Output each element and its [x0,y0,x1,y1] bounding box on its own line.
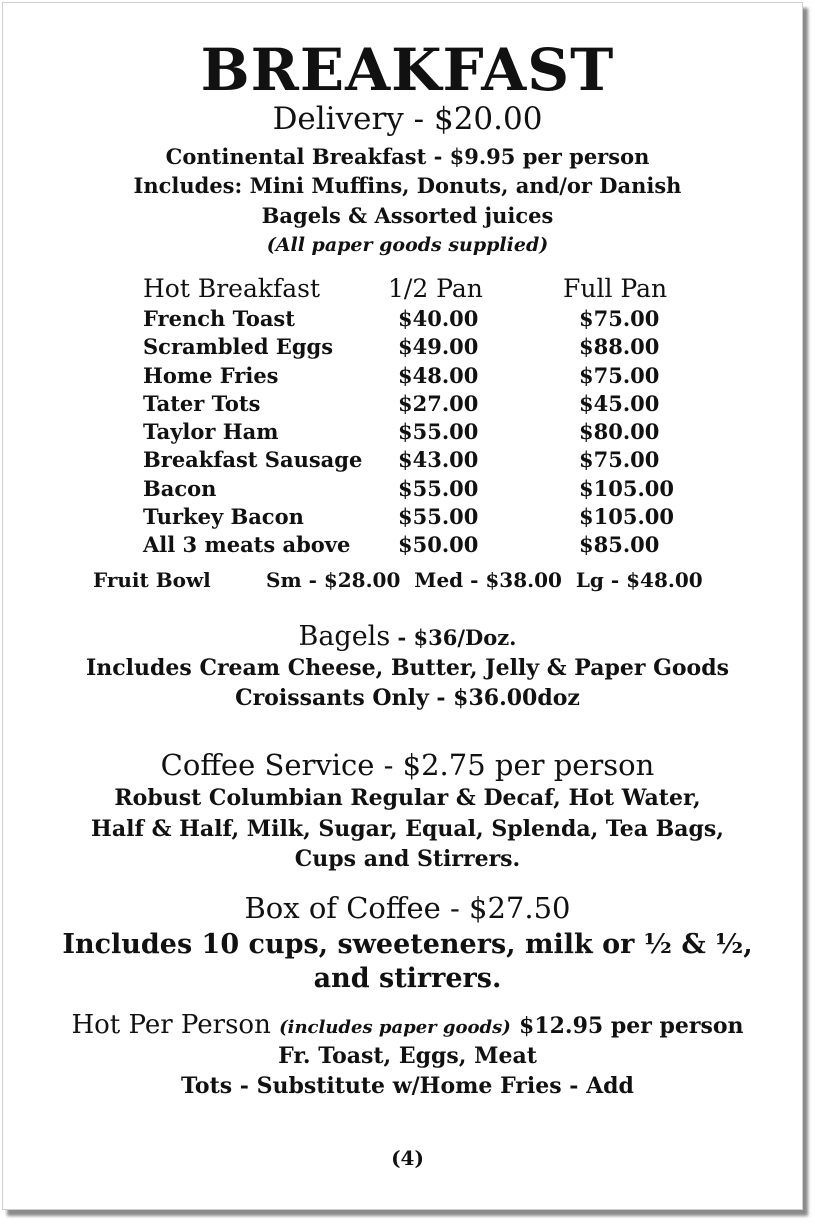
table-row [143,476,703,504]
table-row [143,391,703,419]
full-pan-price: $105.00 [579,504,674,530]
table-row [143,306,703,334]
table-row [143,532,703,560]
fruit-bowl-sizes: Sm - $28.00 Med - $38.00 Lg - $48.00 [266,568,703,592]
half-pan-price: $55.00 [398,419,479,445]
item-name: Tater Tots [143,390,261,416]
menu-title: BREAKFAST [200,36,615,104]
box-coffee-line-2: and stirrers. [313,963,502,994]
coffee-service-line-1: Robust Columbian Regular & Decaf, Hot Water, [114,785,701,811]
hot-per-person-line-2: Tots - Substitute w/Home Fries - Add [181,1073,634,1099]
half-pan-price: $49.00 [398,334,479,360]
half-pan-price: $48.00 [398,362,479,388]
header-full-pan: Full Pan [563,274,668,303]
full-pan-price: $80.00 [579,419,660,445]
item-name: Taylor Ham [143,419,279,445]
table-row [143,447,703,475]
delivery-fee: Delivery - $20.00 [272,101,543,137]
bagels-title: Bagels [298,621,391,652]
box-coffee-line-1: Includes 10 cups, sweeteners, milk or ½ & ½, [62,929,753,960]
half-pan-price: $27.00 [398,390,479,416]
full-pan-price: $75.00 [579,306,660,331]
bagels-price: - $36/Doz. [390,625,517,650]
item-name: Turkey Bacon [143,504,304,530]
page-number: (4) [391,1146,424,1170]
full-pan-price: $88.00 [579,334,660,360]
item-name: All 3 meats above [143,532,351,558]
header-half-pan: 1/2 Pan [388,274,483,303]
hot-per-person-heading [0,1008,815,1045]
table-row [143,504,703,532]
table-row [143,363,703,391]
hot-breakfast-table [143,274,703,561]
continental-line-3: Bagels & Assorted juices [261,203,554,228]
half-pan-price: $55.00 [398,504,479,530]
half-pan-price: $55.00 [398,475,479,501]
table-row [143,419,703,447]
coffee-service-line-3: Cups and Stirrers. [294,846,521,872]
hot-per-person-price: $12.95 per person [519,1013,744,1039]
full-pan-price: $75.00 [579,447,660,473]
bagels-line-1: Includes Cream Cheese, Butter, Jelly & Paper Goods [86,655,729,681]
header-item: Hot Breakfast [143,274,321,303]
half-pan-price: $43.00 [398,447,479,473]
full-pan-price: $75.00 [579,362,660,388]
continental-line-2: Includes: Mini Muffins, Donuts, and/or Danish [133,173,682,198]
item-name: Scrambled Eggs [143,334,334,360]
coffee-service-heading: Coffee Service - $2.75 per person [160,748,655,782]
hot-per-person-title: Hot Per Person [71,1010,271,1040]
half-pan-price: $50.00 [398,532,479,558]
bagels-line-2: Croissants Only - $36.00doz [235,685,580,711]
coffee-service-line-2: Half & Half, Milk, Sugar, Equal, Splenda, Tea Bags, [91,816,724,842]
table-row [143,334,703,362]
fruit-bowl-label: Fruit Bowl [93,568,211,592]
bagels-heading [0,620,815,655]
item-name: Bacon [143,475,217,501]
item-name: Home Fries [143,362,279,388]
full-pan-price: $45.00 [579,390,660,416]
table-header [143,274,703,306]
item-name: Breakfast Sausage [143,447,363,473]
item-name: French Toast [143,306,295,331]
full-pan-price: $105.00 [579,475,674,501]
continental-note: (All paper goods supplied) [266,234,549,256]
hot-per-person-line-1: Fr. Toast, Eggs, Meat [278,1043,537,1069]
full-pan-price: $85.00 [579,532,660,558]
continental-line-1: Continental Breakfast - $9.95 per person [165,144,650,169]
box-coffee-heading: Box of Coffee - $27.50 [244,891,571,925]
half-pan-price: $40.00 [398,306,479,331]
hot-per-person-note: (includes paper goods) [279,1017,511,1038]
